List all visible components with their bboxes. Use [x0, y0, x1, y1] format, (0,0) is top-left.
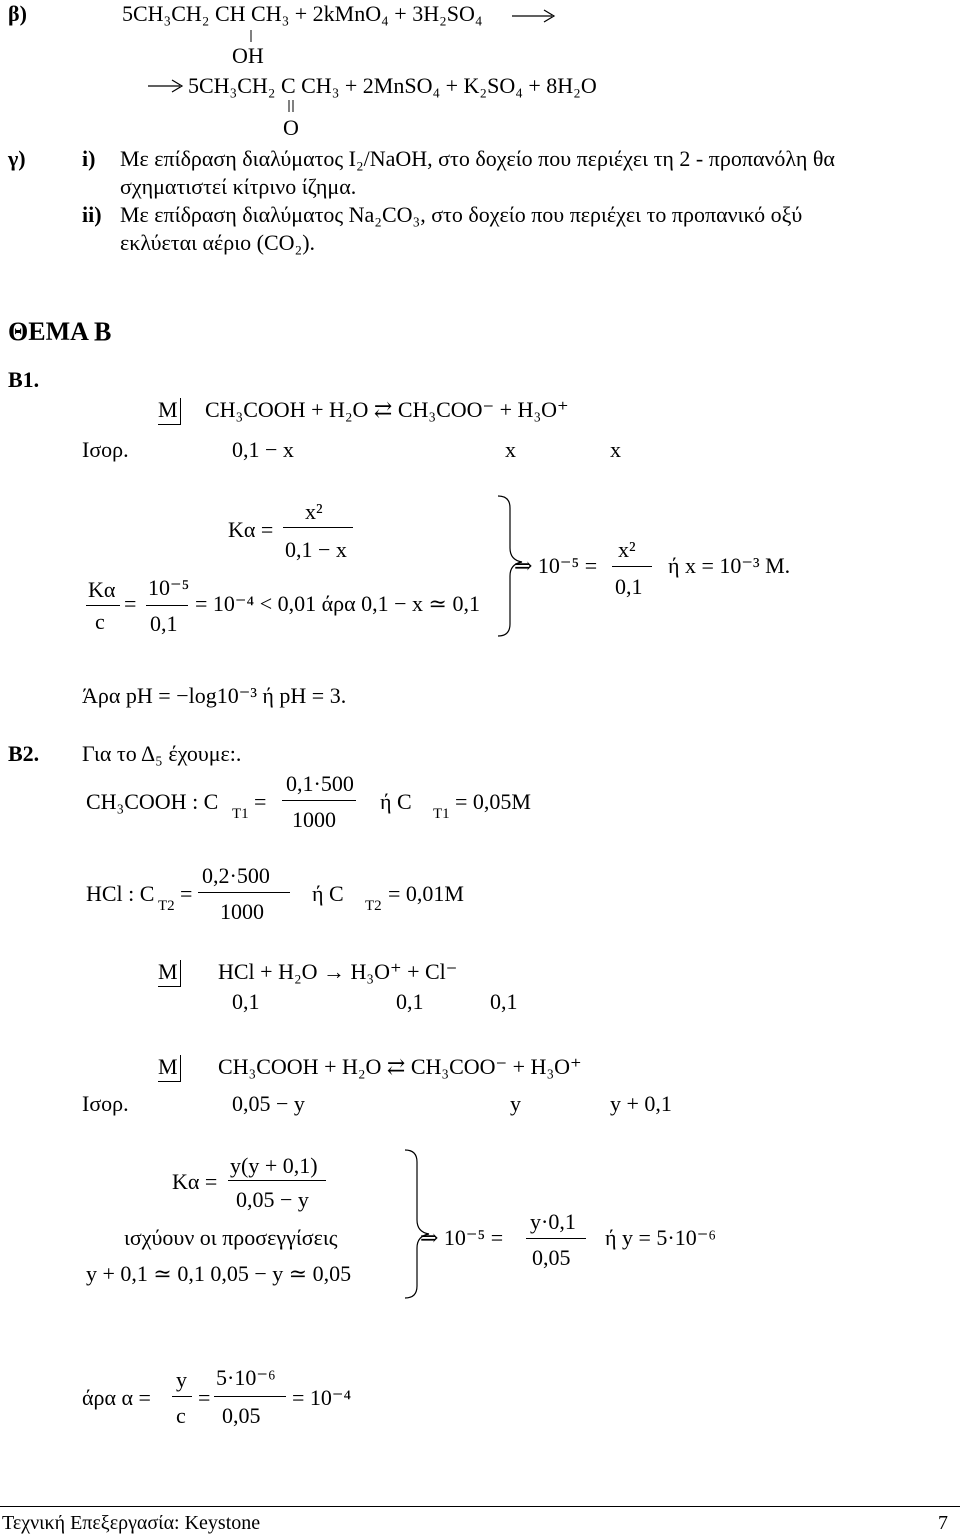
- b2-ct2-result-value: = 0,01M: [388, 881, 464, 906]
- b2-approximation-text: ισχύουν οι προσεγγίσεις: [124, 1225, 338, 1250]
- b2-ct2-denominator: 1000: [220, 899, 264, 924]
- b2-result-value: ή y = 5·10⁻⁶: [605, 1225, 717, 1250]
- b1-row-acid: 0,1 − x: [232, 437, 294, 462]
- b1-reaction: CH₃COOH + H₂O ⇄ CH₃COO⁻ + H₃O⁺: [205, 397, 569, 422]
- gamma-i-text-2: σχηματιστεί κίτρινο ίζημα.: [120, 174, 357, 199]
- b2-ct1-subscript: T1: [232, 806, 249, 822]
- beta-equation-1: 5CH₃CH₂ CH CH₃ + 2kMnO₄ + 3H₂SO₄: [122, 1, 483, 26]
- b2-ct2-result-subscript: T2: [365, 898, 382, 914]
- beta-label: β): [8, 1, 27, 26]
- b1-ka-numerator: x²: [305, 499, 323, 524]
- fraction-bar: [172, 1396, 192, 1397]
- page-number: 7: [938, 1512, 948, 1534]
- fraction-bar: [526, 1238, 586, 1239]
- b1-result-numerator: x²: [618, 537, 636, 562]
- b1-ph-result: Άρα pH = −log10⁻³ ή pH = 3.: [82, 683, 347, 708]
- equals-sign: =: [180, 881, 193, 906]
- equals-sign: =: [198, 1385, 211, 1410]
- b2-row-hydronium: y + 0,1: [610, 1091, 672, 1116]
- gamma-ii-label: ii): [82, 202, 102, 227]
- b2-ct1-numerator: 0,1·500: [286, 771, 354, 796]
- b2-hcl-value-2: 0,1: [396, 989, 424, 1014]
- b2-ct1-result-label: ή C: [380, 789, 412, 814]
- gamma-i-label: i): [82, 146, 96, 171]
- b2-hcl-value-3: 0,1: [490, 989, 518, 1014]
- gamma-ii-text-2: εκλύεται αέριο (CO₂).: [120, 230, 316, 255]
- equals-sign: =: [124, 591, 137, 616]
- b2-ka-numerator: y(y + 0,1): [230, 1153, 318, 1178]
- b2-alpha-numerator-2: 5·10⁻⁶: [216, 1365, 276, 1390]
- b2-label: Β2.: [8, 741, 40, 766]
- b2-reaction: CH₃COOH + H₂O ⇄ CH₃COO⁻ + H₃O⁺: [218, 1054, 582, 1079]
- b2-result-left: ⇒ 10⁻⁵ =: [420, 1225, 504, 1250]
- b2-result-denominator: 0,05: [532, 1245, 571, 1270]
- gamma-ii-text-1: Με επίδραση διαλύματος Na₂CO₃, στο δοχείο που περιέχει το προπανικό οξύ: [120, 202, 803, 227]
- b2-hcl-value-1: 0,1: [232, 989, 260, 1014]
- b1-kc-c: c: [95, 609, 105, 634]
- b1-result-left: ⇒ 10⁻⁵ =: [514, 553, 598, 578]
- b2-intro: Για το Δ₅ έχουμε:.: [82, 741, 242, 766]
- hydroxyl-group: OH: [232, 43, 264, 68]
- b2-approximation-values: y + 0,1 ≃ 0,1 0,05 − y ≃ 0,05: [86, 1261, 352, 1286]
- b2-alpha-denominator-2: 0,05: [222, 1403, 261, 1428]
- b1-kc-numerator: 10⁻⁵: [148, 575, 190, 600]
- b2-ct1-result-value: = 0,05M: [455, 789, 531, 814]
- b1-result-denominator: 0,1: [615, 574, 643, 599]
- gamma-i-text-1: Με επίδραση διαλύματος I₂/NaOH, στο δοχείο που περιέχει τη 2 - προπανόλη θα: [120, 146, 835, 171]
- b2-alpha-left: άρα α =: [82, 1385, 151, 1410]
- b2-ka-label: Kα =: [172, 1169, 218, 1194]
- b2-ka-denominator: 0,05 − y: [236, 1187, 309, 1212]
- b1-result-value: ή x = 10⁻³ M.: [668, 553, 791, 578]
- b2-ct2-result-label: ή C: [312, 881, 344, 906]
- b1-m-label: M: [158, 397, 178, 422]
- b2-ct1-denominator: 1000: [292, 807, 336, 832]
- b1-ka-denominator: 0,1 − x: [285, 537, 347, 562]
- b2-ct1-left: CH₃COOH : C: [86, 789, 219, 814]
- b2-row-acid: 0,05 − y: [232, 1091, 305, 1116]
- b2-alpha-result: = 10⁻⁴: [292, 1385, 352, 1410]
- b1-kc-approximation: = 10⁻⁴ < 0,01 άρα 0,1 − x ≃ 0,1: [195, 591, 480, 616]
- b2-ct1-result-subscript: T1: [433, 806, 450, 822]
- equals-sign: =: [254, 789, 267, 814]
- b2-result-numerator: y·0,1: [530, 1209, 576, 1234]
- b2-alpha-denominator-1: c: [176, 1403, 186, 1428]
- b2-equilibrium-label: Ισορ.: [82, 1091, 129, 1116]
- b1-equilibrium-label: Ισορ.: [82, 437, 129, 462]
- beta-equation-2: 5CH₃CH₂ C CH₃ + 2MnSO₄ + K₂SO₄ + 8H₂O: [188, 73, 597, 98]
- b2-ct2-subscript: T2: [158, 898, 175, 914]
- b2-hcl-reaction: HCl + H₂O → H₃O⁺ + Cl⁻: [218, 959, 458, 984]
- b2-ct2-numerator: 0,2·500: [202, 863, 270, 888]
- b1-row-hydronium: x: [610, 437, 621, 462]
- b1-row-anion: x: [505, 437, 516, 462]
- fraction-bar: [214, 1396, 286, 1397]
- section-heading: ΘΕΜΑ Β: [8, 317, 112, 346]
- b2-m-label-hcl: M: [158, 959, 178, 984]
- b2-m-label: M: [158, 1054, 178, 1079]
- footer-text: Τεχνική Επεξεργασία: Keystone: [2, 1512, 261, 1534]
- b1-kc-ka: Kα: [88, 577, 116, 602]
- b2-ct2-left: HCl : C: [86, 881, 155, 906]
- b1-ka-label: Kα =: [228, 517, 274, 542]
- b2-row-anion: y: [510, 1091, 521, 1116]
- b1-label: Β1.: [8, 367, 40, 392]
- b1-kc-denominator: 0,1: [150, 611, 178, 636]
- carbonyl-oxygen: O: [283, 115, 299, 140]
- b2-alpha-numerator-1: y: [176, 1367, 187, 1392]
- gamma-label: γ): [8, 146, 26, 171]
- footer-divider: [0, 1506, 960, 1507]
